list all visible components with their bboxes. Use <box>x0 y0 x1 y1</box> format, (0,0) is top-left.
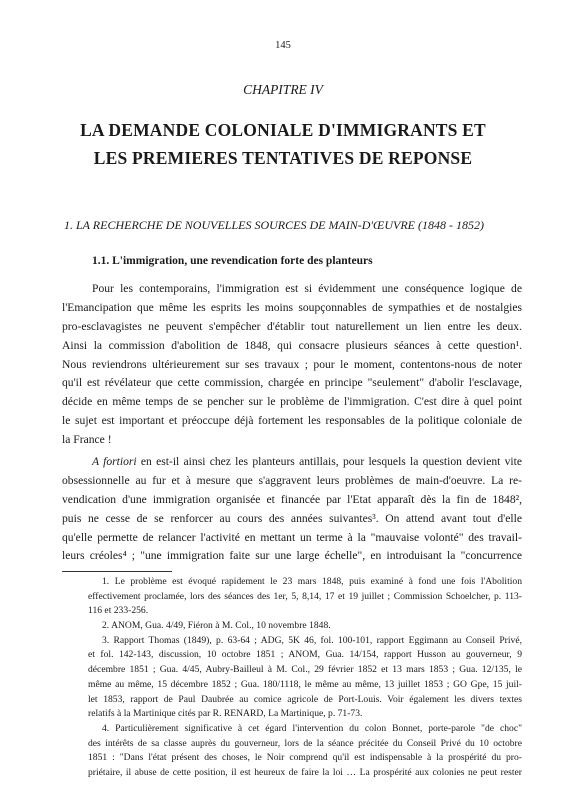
footnote-line: 4. Particulièrement significative à cet égard l'intervention du colon Bonnet, porte-parole "de choc" <box>102 722 522 734</box>
subsection-heading: 1.1. L'immigration, une revendication forte des planteurs <box>92 255 373 267</box>
paragraph-line: décide en même temps de se pencher sur le problème de l'immigration. C'est dire à quel point <box>62 395 522 409</box>
footnote-line: même au même, 15 décembre 1852 ; Gua. 180/1118, le même au même, 13 juillet 1853 ; GO Gpe, 15 juil- <box>88 678 522 690</box>
paragraph-line: Pour les contemporains, l'immigration est si évidemment une conséquence logique de <box>92 282 522 295</box>
footnote-line: et fol. 142-143, discussion, 10 octobre 1851 ; ANOM, Gua. 14/154, rapport Husson au gouverneur, 9 <box>88 649 522 661</box>
page-number: 145 <box>275 40 291 51</box>
paragraph-line: qu'il est révélateur que cette commission, chargée en principe "seulement" d'abolir l'esclavage, <box>62 376 522 390</box>
footnotes <box>88 575 522 781</box>
footnote-line: 2. ANOM, Gua. 4/49, Fiéron à M. Col., 10 novembre 1848. <box>102 620 331 632</box>
paragraph-line: le sujet est important et préoccupe déjà fortement les responsables de la politique coloniale de <box>62 414 522 428</box>
paragraph-line: vendication d'une immigration organisée et financée par l'Etat apparaît dès la fin de 1848², <box>62 492 522 506</box>
paragraph-line: la France ! <box>62 433 112 447</box>
footnote-line: 1851 : "Dans l'état présent des choses, le Noir comprend qu'il est indispensable à la prospérité du pro- <box>88 752 522 764</box>
paragraph-line: qu'elle permette de relancer l'activité en mettant un terme à la "mauvaise volonté" des travail- <box>62 530 522 544</box>
footnote-line: décembre 1851 ; Gua. 4/45, Aubry-Bailleul à M. Col., 29 février 1852 et 13 mars 1853 ; Gua. 12/135, le <box>88 664 522 676</box>
paragraph-line: obsessionnelle au fur et à mesure que s'aggravent leurs problèmes de main-d'oeuvre. La re- <box>62 473 522 487</box>
paragraph-line: pro-esclavagistes ne peuvent s'empêcher d'établir tout naturellement un lien entre les deux. <box>62 319 522 333</box>
paragraph-line-rest: en est-il ainsi chez les planteurs antillais, pour lesquels la question devient vite <box>136 455 522 468</box>
chapter-title-line: LA DEMANDE COLONIALE D'IMMIGRANTS ET <box>80 120 486 140</box>
paragraph-line <box>62 453 522 472</box>
paragraph-line: puis ne cesse de se renforcer au cours des années suivantes³. On attend avant tout d'elle <box>62 511 522 525</box>
footnote-line: let 1853, rapport de Paul Daubrée au comice agricole de Port-Louis. Voir également les divers textes <box>88 693 522 705</box>
footnote-line: 116 et 233-256. <box>88 605 149 617</box>
paragraph-line: Nous reviendrons ultérieurement sur ses travaux ; pour le moment, contentons-nous de noter <box>62 357 522 371</box>
footnote-line: effectivement proclamée, lors des séances des 1er, 5, 8,14, 17 et 19 juillet ; Commission Schoelcher, p. 113- <box>88 590 522 602</box>
paragraph-line: leurs créoles⁴ ; "une immigration faite sur une large échelle", en introduisant la "concurrence <box>62 549 522 563</box>
section-heading: 1. LA RECHERCHE DE NOUVELLES SOURCES DE MAIN-D'ŒUVRE (1848 - 1852) <box>64 218 484 232</box>
paragraph-1 <box>62 280 522 450</box>
chapter-heading: CHAPITRE IV <box>243 82 323 97</box>
italic-lead: A fortiori <box>92 455 137 468</box>
paragraph-2 <box>62 453 522 566</box>
footnote-line: des intérêts de sa classe auprès du gouverneur, lors de la séance précitée du Conseil Privé du 10 octobre <box>88 737 522 749</box>
chapter-title-line: LES PREMIERES TENTATIVES DE REPONSE <box>93 148 473 168</box>
paragraph-line: Ainsi la commission d'abolition de 1848, qui consacre plusieurs séances à cette question¹. <box>62 338 522 352</box>
footnote-separator <box>62 571 172 572</box>
paragraph-line: l'Emancipation que même les esprits les moins soupçonnables de sympathies et de nostalgies <box>62 300 522 314</box>
footnote-line: 3. Rapport Thomas (1849), p. 63-64 ; ADG, 5K 46, fol. 100-101, rapport Eggimann au Conseil Privé, <box>102 634 522 646</box>
footnote-line: priétaire, il abuse de cette position, il est heureux de faire la loi … La prospérité aux colonies ne peut rester <box>88 766 522 778</box>
chapter-title <box>40 116 526 172</box>
footnote-line: relatifs à la Martinique cités par R. RENARD, La Martinique, p. 71-73. <box>88 708 363 720</box>
footnote-line: 1. Le problème est évoqué rapidement le 23 mars 1848, puis examiné à fond une fois l'Abolition <box>102 576 522 587</box>
